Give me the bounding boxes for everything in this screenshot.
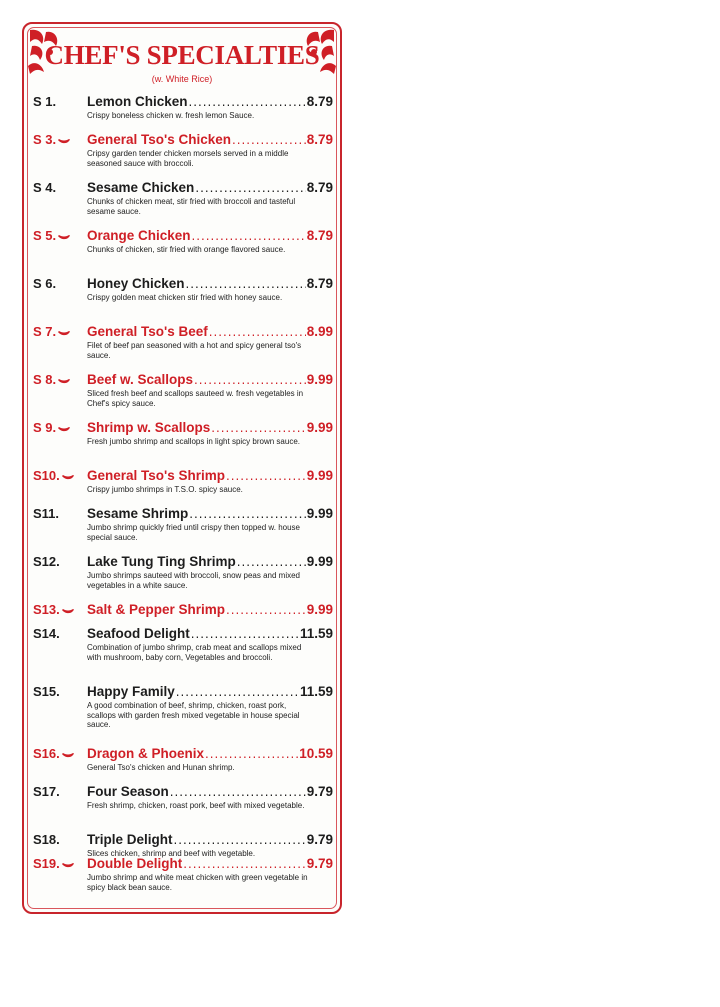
- item-description: Combination of jumbo shrimp, crab meat and scallops mixed with mushroom, baby corn, Vegetables and broccoli.: [87, 643, 302, 662]
- item-code: [33, 856, 75, 871]
- title-banner: [24, 24, 340, 90]
- item-code-text: S 8.: [33, 372, 57, 387]
- item-price: 8.79: [306, 132, 333, 147]
- item-name-line: [87, 506, 333, 521]
- item-code-text: S16.: [33, 746, 60, 761]
- item-price: 8.79: [306, 228, 333, 243]
- item-code: [33, 324, 71, 339]
- item-code-text: S19.: [33, 856, 60, 871]
- item-name: Seafood Delight: [87, 626, 190, 641]
- item-price: 9.79: [306, 856, 333, 871]
- item-code: [33, 684, 60, 699]
- item-price: 9.99: [306, 602, 333, 617]
- item-name-line: [87, 94, 333, 109]
- item-name: Orange Chicken: [87, 228, 191, 243]
- menu-title: CHEF'S SPECIALTIES: [44, 40, 320, 70]
- item-code-text: S 6.: [33, 276, 57, 291]
- item-code-text: S14.: [33, 626, 60, 641]
- item-name-line: [87, 784, 333, 799]
- item-code: [33, 372, 71, 387]
- dot-leader: [189, 94, 306, 109]
- item-code: [33, 94, 56, 109]
- item-code-text: S13.: [33, 602, 60, 617]
- item-description: Chunks of chicken, stir fried with orange flavored sauce.: [87, 245, 286, 254]
- item-name: Sesame Shrimp: [87, 506, 189, 521]
- dot-leader: [237, 554, 306, 569]
- item-code: [33, 554, 60, 569]
- item-name-line: [87, 468, 333, 483]
- dot-leader: [226, 602, 306, 617]
- item-name-line: [87, 420, 333, 435]
- dot-leader: [195, 180, 305, 195]
- chili-pepper-icon: [61, 607, 75, 615]
- item-code-text: S 4.: [33, 180, 57, 195]
- item-name-line: [87, 324, 333, 339]
- item-price: 9.79: [306, 832, 333, 847]
- item-description: Fresh jumbo shrimp and scallops in light spicy brown sauce.: [87, 437, 300, 446]
- item-name: Salt & Pepper Shrimp: [87, 602, 226, 617]
- item-price: 9.99: [306, 554, 333, 569]
- item-name: Lemon Chicken: [87, 94, 188, 109]
- item-description: Crispy boneless chicken w. fresh lemon Sauce.: [87, 111, 255, 120]
- item-price: 8.99: [306, 324, 333, 339]
- dot-leader: [183, 856, 305, 871]
- dot-leader: [205, 746, 298, 761]
- item-code: [33, 832, 60, 847]
- menu-panel: [22, 22, 342, 914]
- item-price: 8.79: [306, 94, 333, 109]
- chili-pepper-icon: [57, 377, 71, 385]
- item-code-text: S17.: [33, 784, 60, 799]
- item-name-line: [87, 832, 333, 847]
- item-name-line: [87, 132, 333, 147]
- item-name: General Tso's Shrimp: [87, 468, 225, 483]
- chili-pepper-icon: [61, 751, 75, 759]
- item-description: Sliced fresh beef and scallops sauteed w. fresh vegetables in Chef's spicy sauce.: [87, 389, 304, 408]
- item-name-line: [87, 276, 333, 291]
- item-name: Four Season: [87, 784, 169, 799]
- item-description: A good combination of beef, shrimp, chicken, roast pork, scallops with garden fresh mixed vegetable in house special sauce.: [87, 701, 300, 729]
- item-name-line: [87, 684, 333, 699]
- item-price: 8.79: [306, 276, 333, 291]
- item-code: [33, 420, 71, 435]
- item-code: [33, 180, 56, 195]
- item-description: Fresh shrimp, chicken, roast pork, beef with mixed vegetable.: [87, 801, 305, 810]
- dot-leader: [176, 684, 299, 699]
- item-code: [33, 746, 75, 761]
- item-name: Double Delight: [87, 856, 183, 871]
- item-name: Shrimp w. Scallops: [87, 420, 211, 435]
- item-code: [33, 468, 75, 483]
- item-code-text: S 3.: [33, 132, 57, 147]
- item-description: Jumbo shrimp quickly fried until crispy then topped w. house special sauce.: [87, 523, 300, 542]
- item-code-text: S12.: [33, 554, 60, 569]
- dot-leader: [209, 324, 306, 339]
- item-name-line: [87, 602, 333, 617]
- item-name: Happy Family: [87, 684, 175, 699]
- chili-pepper-icon: [57, 137, 71, 145]
- item-name: Sesame Chicken: [87, 180, 195, 195]
- item-code-text: S 7.: [33, 324, 57, 339]
- dot-leader: [232, 132, 306, 147]
- item-code-text: S18.: [33, 832, 60, 847]
- item-price: 9.99: [306, 468, 333, 483]
- item-name-line: [87, 746, 333, 761]
- item-description: General Tso's chicken and Hunan shrimp.: [87, 763, 235, 772]
- chili-pepper-icon: [61, 473, 75, 481]
- item-code-text: S 5.: [33, 228, 57, 243]
- item-code-text: S 1.: [33, 94, 57, 109]
- item-price: 9.99: [306, 372, 333, 387]
- item-name: Beef w. Scallops: [87, 372, 194, 387]
- item-code: [33, 784, 60, 799]
- item-price: 11.59: [299, 684, 333, 699]
- item-description: Jumbo shrimps sauteed with broccoli, snow peas and mixed vegetables in a white sauce.: [87, 571, 300, 590]
- item-name-line: [87, 626, 333, 641]
- item-name-line: [87, 856, 333, 871]
- dot-leader: [192, 228, 306, 243]
- item-price: 10.59: [299, 746, 333, 761]
- menu-subtitle: (w. White Rice): [151, 74, 213, 84]
- dot-leader: [174, 832, 306, 847]
- item-description: Cripsy garden tender chicken morsels served in a middle seasoned sauce with broccoli.: [87, 149, 289, 168]
- item-code: [33, 506, 59, 521]
- item-name: Lake Tung Ting Shrimp: [87, 554, 236, 569]
- item-description: Crispy golden meat chicken stir fried with honey sauce.: [87, 293, 283, 302]
- item-code: [33, 602, 75, 617]
- item-price: 11.59: [299, 626, 333, 641]
- item-description: Crispy jumbo shrimps in T.S.O. spicy sauce.: [87, 485, 243, 494]
- item-description: Chunks of chicken meat, stir fried with broccoli and tasteful sesame sauce.: [87, 197, 296, 216]
- item-name: General Tso's Chicken: [87, 132, 232, 147]
- item-price: 9.79: [306, 784, 333, 799]
- item-code: [33, 228, 71, 243]
- chili-pepper-icon: [61, 861, 75, 869]
- item-description: Slices chicken, shrimp and beef with vegetable.: [87, 849, 256, 858]
- dot-leader: [186, 276, 306, 291]
- item-name: Honey Chicken: [87, 276, 185, 291]
- item-name: Triple Delight: [87, 832, 173, 847]
- item-description: Filet of beef pan seasoned with a hot and spicy general tso's sauce.: [87, 341, 302, 360]
- item-name: Dragon & Phoenix: [87, 746, 205, 761]
- chili-pepper-icon: [57, 329, 71, 337]
- item-name-line: [87, 180, 333, 195]
- item-code-text: S11.: [33, 506, 60, 521]
- chili-pepper-icon: [57, 233, 71, 241]
- item-code: [33, 276, 56, 291]
- dot-leader: [189, 506, 305, 521]
- item-price: 9.99: [306, 420, 333, 435]
- dot-leader: [170, 784, 306, 799]
- dot-leader: [211, 420, 305, 435]
- item-code: [33, 132, 71, 147]
- item-code: [33, 626, 60, 641]
- item-name-line: [87, 372, 333, 387]
- item-price: 8.79: [306, 180, 333, 195]
- dot-leader: [226, 468, 306, 483]
- dot-leader: [194, 372, 306, 387]
- dot-leader: [191, 626, 299, 641]
- item-name-line: [87, 228, 333, 243]
- item-name: General Tso's Beef: [87, 324, 208, 339]
- item-name-line: [87, 554, 333, 569]
- item-code-text: S10.: [33, 468, 60, 483]
- chili-pepper-icon: [57, 425, 71, 433]
- item-code-text: S15.: [33, 684, 60, 699]
- item-price: 9.99: [306, 506, 333, 521]
- item-description: Jumbo shrimp and white meat chicken with green vegetable in spicy black bean sauce.: [87, 873, 308, 892]
- item-code-text: S 9.: [33, 420, 57, 435]
